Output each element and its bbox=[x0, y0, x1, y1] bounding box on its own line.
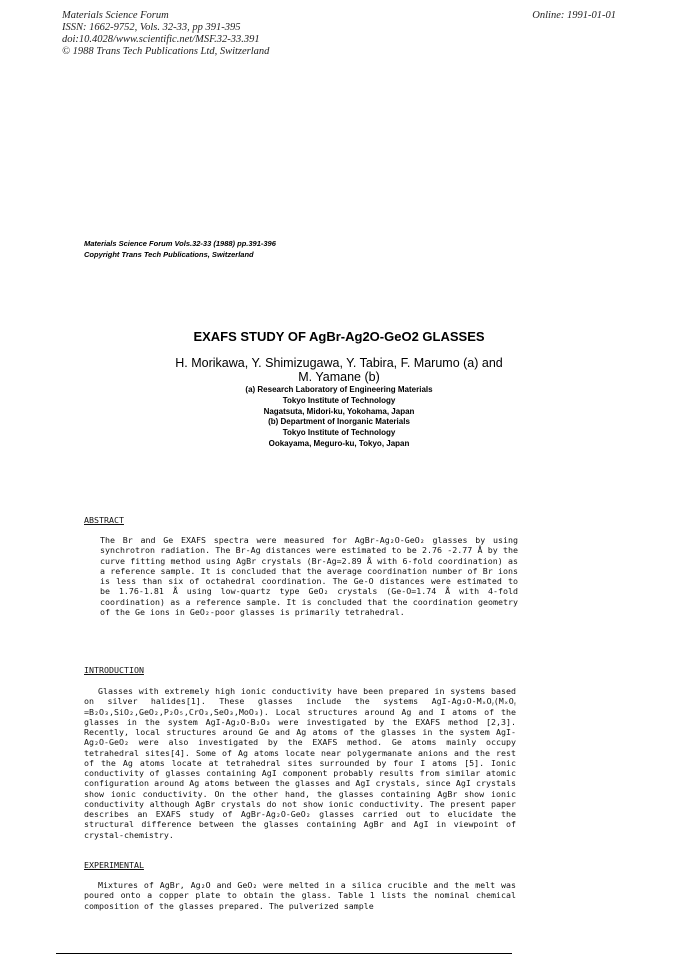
experimental-body: Mixtures of AgBr, Ag₂O and GeO₂ were melted in a silica crucible and the melt was poured onto a copper plate to obtain the glass. Table 1 lists the nominal chemical composition of the glasses prepared. The pulverized sample bbox=[84, 880, 516, 911]
abstract-body: The Br and Ge EXAFS spectra were measured for AgBr-Ag₂O-GeO₂ glasses by using synchrotron radiation. The Br-Ag distances were estimated to be 2.76 -2.77 Å by the curve fitting method using AgBr crystals (Br-Ag=2.89 Å with 6-fold coordination) as a reference sample. It is concluded that the average coordination number of Br ions is less than six of octahedral coordination. The Ge-O distances were estimated to be 1.76-1.81 Å using low-quartz type GeO₂ crystals (Ge-O=1.74 Å with 4-fold coordination) as a reference sample. It is concluded that the coordination geometry of the Ge ions in GeO₂-poor glasses is primarily tetrahedral. bbox=[100, 535, 518, 617]
online-date: Online: 1991-01-01 bbox=[532, 10, 616, 21]
affiliation-line: Tokyo Institute of Technology bbox=[282, 428, 396, 438]
issn-line: ISSN: 1662-9752, Vols. 32-33, pp 391-395 bbox=[62, 22, 241, 33]
abstract-heading: ABSTRACT bbox=[84, 515, 124, 525]
introduction-body: Glasses with extremely high ionic conductivity have been prepared in systems based on silver halides[1]. These glasses include the systems AgI-Ag₂O-MₓOᵧ(MₓOᵧ =B₂O₃,SiO₂,GeO₂,P₂O₅,CrO₃,SeO₃,MoO₃). Local structures around Ag and I atoms of the glasses in the system AgI-Ag₂O-B₂O₃ were investigated by the EXAFS method [2,3]. Recently, local structures around Ge and Ag atoms of the glasses in the system AgI-Ag₂O-GeO₂ were also investigated by the EXAFS method. Ge atoms mainly occupy tetrahedral sites[4]. Some of Ag atoms locate near polygermanate anions and the rest of the Ag atoms locate at tetrahedral sites surrounded by four I atoms [5]. Ionic conductivity of glasses containing AgI component probably results from similar atomic configuration around Ag atoms between the glasses and AgI crystals, since AgI crystals show ionic conductivity. On the other hand, the glasses containing AgBr show ionic conductivity although AgBr crystals do not show ionic conductivity. The present paper describes an EXAFS study of AgBr-Ag₂O-GeO₂ glasses carried out to elucidate the structural difference between the glasses containing AgBr and AgI in viewpoint of crystal-chemistry. bbox=[84, 686, 516, 840]
journal-copyright-line: Copyright Trans Tech Publications, Switzerland bbox=[84, 250, 254, 259]
doi-line[interactable]: doi:10.4028/www.scientific.net/MSF.32-33.391 bbox=[62, 34, 260, 45]
introduction-heading: INTRODUCTION bbox=[84, 665, 144, 675]
author-line: M. Yamane (b) bbox=[298, 370, 380, 384]
affiliations bbox=[0, 385, 678, 450]
paper-title: EXAFS STUDY OF AgBr-Ag2O-GeO2 GLASSES bbox=[193, 329, 485, 344]
journal-reference bbox=[84, 238, 276, 260]
copyright-line: © 1988 Trans Tech Publications Ltd, Switzerland bbox=[62, 46, 270, 57]
article-metadata bbox=[62, 10, 269, 58]
author-line: H. Morikawa, Y. Shimizugawa, Y. Tabira, F. Marumo (a) and bbox=[175, 356, 503, 370]
journal-volume-line: Materials Science Forum Vols.32-33 (1988) pp.391-396 bbox=[84, 239, 276, 248]
affiliation-line: Ookayama, Meguro-ku, Tokyo, Japan bbox=[268, 438, 410, 448]
journal-name: Materials Science Forum bbox=[62, 10, 169, 21]
affiliation-line: Tokyo Institute of Technology bbox=[282, 395, 396, 405]
affiliation-line: Nagatsuta, Midori-ku, Yokohama, Japan bbox=[263, 406, 415, 416]
page-bottom-rule bbox=[56, 953, 512, 954]
affiliation-line: (b) Department of Inorganic Materials bbox=[268, 417, 410, 427]
author-list bbox=[0, 356, 678, 384]
experimental-heading: EXPERIMENTAL bbox=[84, 860, 144, 870]
affiliation-line: (a) Research Laboratory of Engineering Materials bbox=[245, 385, 433, 394]
